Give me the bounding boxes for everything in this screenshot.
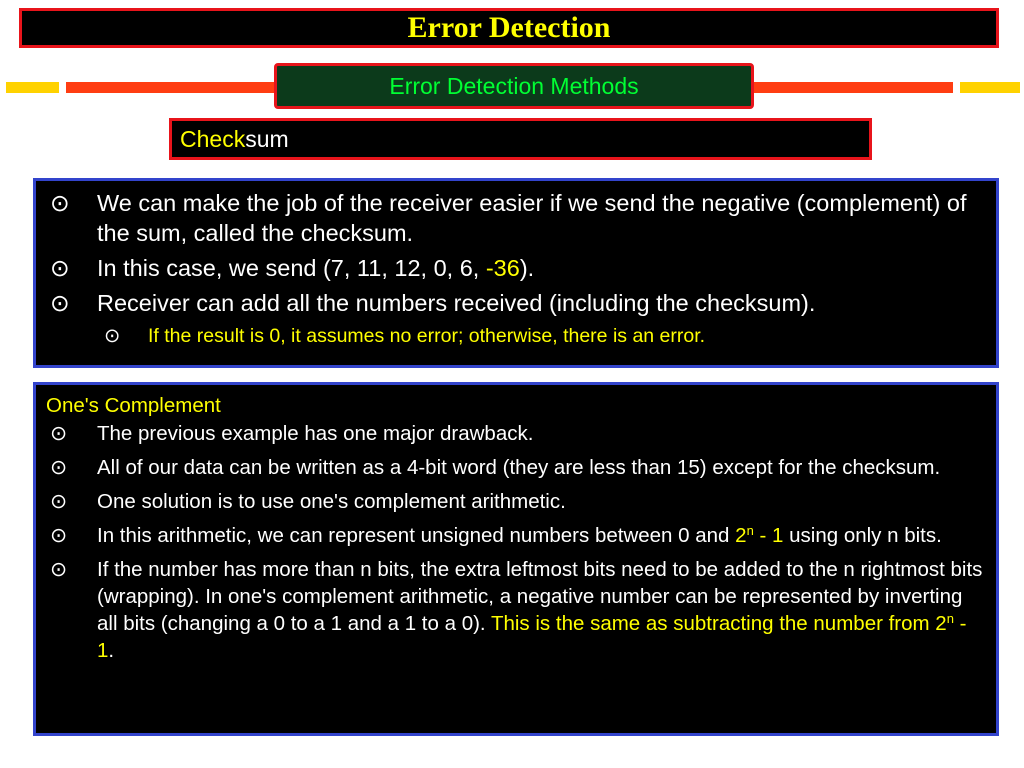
bullet-text: Receiver can add all the numbers received (including the checksum).	[97, 290, 816, 316]
list-item	[36, 454, 996, 481]
circled-dot-icon: ⊙	[104, 325, 121, 347]
circled-dot-icon: ⊙	[50, 255, 70, 281]
sub-bullet-text: If the result is 0, it assumes no error; otherwise, there is an error.	[148, 325, 706, 347]
list-item	[36, 288, 996, 318]
circled-dot-icon: ⊙	[50, 524, 68, 547]
list-item	[36, 188, 996, 248]
formula-minus-one: - 1	[753, 524, 784, 547]
list-item	[36, 556, 996, 664]
circled-dot-icon: ⊙	[50, 558, 68, 581]
decor-stripe-right-yellow	[960, 82, 1020, 93]
bullet-text: All of our data can be written as a 4-bit word (they are less than 15) except for the checksum.	[97, 456, 941, 479]
list-item	[36, 253, 996, 283]
subtitle: Error Detection Methods	[389, 72, 639, 99]
list-item	[36, 420, 996, 447]
circled-dot-icon: ⊙	[50, 290, 70, 316]
circled-dot-icon: ⊙	[50, 422, 68, 445]
decor-stripe-left-red	[66, 82, 276, 93]
checksum-panel	[33, 178, 999, 368]
circled-dot-icon: ⊙	[50, 456, 68, 479]
bullet-text: In this case, we send (7, 11, 12, 0, 6,	[97, 255, 486, 281]
sub-list-item	[36, 323, 996, 349]
bullet-text-end: ).	[519, 255, 535, 281]
ones-complement-content	[36, 385, 996, 664]
formula-base: 2	[735, 524, 747, 547]
section-heading	[180, 126, 289, 153]
section-heading-rest: sum	[245, 125, 289, 152]
list-item	[36, 522, 996, 549]
ones-complement-bullet-list	[36, 420, 996, 664]
bullet-text-end: using only n bits.	[783, 524, 942, 547]
formula-exponent: n	[746, 523, 754, 538]
title-bar	[19, 8, 999, 48]
checksum-bullet-list	[36, 181, 996, 349]
bullet-text: In this arithmetic, we can represent unsigned numbers between 0 and	[97, 524, 736, 547]
list-item	[36, 488, 996, 515]
bullet-text-end: .	[108, 639, 115, 662]
subtitle-box	[274, 63, 754, 109]
decor-stripe-left-yellow	[6, 82, 59, 93]
checksum-value: -36	[485, 255, 520, 281]
highlight-text: This is the same as subtracting the number from 2	[490, 612, 947, 635]
formula-minus-one: - 1	[97, 612, 967, 662]
bullet-text: If the number has more than n bits, the extra leftmost bits need to be added to the n rightmost bits (wrapping). In one's complement arithmetic, a negative number can be represented by inverting all bits (changing a 0 to a 1 and a 1 to a 0).	[97, 558, 983, 635]
decor-stripe-right-red	[753, 82, 953, 93]
bullet-text: One solution is to use one's complement arithmetic.	[97, 490, 566, 513]
section-heading-highlight: Check	[180, 125, 246, 152]
circled-dot-icon: ⊙	[50, 190, 70, 216]
page-title: Error Detection	[407, 11, 611, 44]
section-heading-box	[169, 118, 872, 160]
panel-heading: One's Complement	[46, 394, 221, 417]
circled-dot-icon: ⊙	[50, 490, 68, 513]
formula-exponent: n	[946, 611, 954, 626]
ones-complement-panel	[33, 382, 999, 736]
bullet-text: The previous example has one major drawback.	[97, 422, 534, 445]
bullet-text: We can make the job of the receiver easier if we send the negative (complement) of the sum, called the checksum.	[97, 190, 967, 246]
